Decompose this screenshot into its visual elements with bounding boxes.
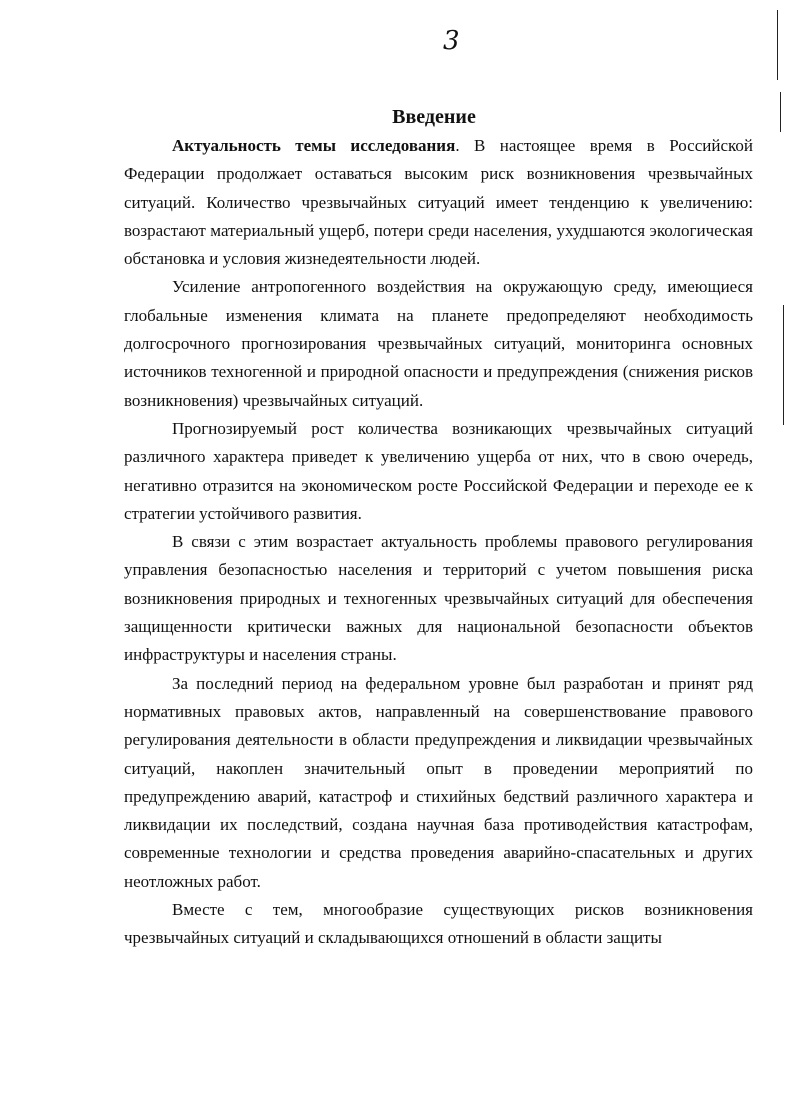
paragraph: Усиление антропогенного воздействия на окружающую среду, имеющиеся глобальные изменения климата на планете предопределяют необходимость долгосрочного прогнозирования чрезвычайных ситуаций, мониторинга основных источников техногенной и природной опасности и предупреждения (снижения рисков возникновения) чрезвычайных ситуаций. — [124, 277, 753, 410]
paragraph: В связи с этим возрастает актуальность проблемы правового регулирования управления безопасностью населения и территорий с учетом повышения риска возникновения природных и техногенных чрезвычайных ситуаций для обеспечения защищенности критически важных для национальной безопасности объектов инфраструктуры и населения страны. — [124, 532, 753, 665]
paragraph: За последний период на федеральном уровне был разработан и принят ряд нормативных правовых актов, направленный на совершенствование правового регулирования деятельности в области предупреждения и ликвидации чрезвычайных ситуаций, накоплен значительный опыт в проведении мероприятий по предупреждению аварий, катастроф и стихийных бедствий различного характера и ликвидации их последствий, создана научная база противодействия катастрофам, современные технологии и средства проведения аварийно-спасательных и других неотложных работ. — [124, 673, 753, 891]
paragraph: Прогнозируемый рост количества возникающих чрезвычайных ситуаций различного характера приведет к увеличению ущерба от них, что в свою очередь, негативно отразится на экономическом росте Российской Федерации и переходе ее к стратегии устойчивого развития. — [124, 418, 753, 523]
paragraph-text: . В настоящее время в Российской Федерации продолжает оставаться высоким риск возникновения чрезвычайных ситуаций. Количество чрезвычайных ситуаций имеет тенденцию к увеличению: возрастают материальный ущерб, потери среди населения, ухудшаются экологическая обстановка и условия жизнедеятельности людей. — [124, 136, 754, 269]
scan-edge-mark — [783, 305, 784, 425]
paragraph-relevance — [124, 132, 753, 273]
scan-edge-mark — [777, 10, 778, 80]
paragraph-lead: Актуальность темы исследования — [172, 136, 456, 155]
document-body — [124, 132, 753, 953]
paragraph: Вместе с тем, многообразие существующих рисков возникновения чрезвычайных ситуаций и складывающихся отношений в области защиты — [124, 900, 753, 948]
scan-edge-mark — [780, 92, 781, 132]
page-number: 3 — [443, 26, 460, 56]
page-title: Введение — [392, 106, 476, 129]
